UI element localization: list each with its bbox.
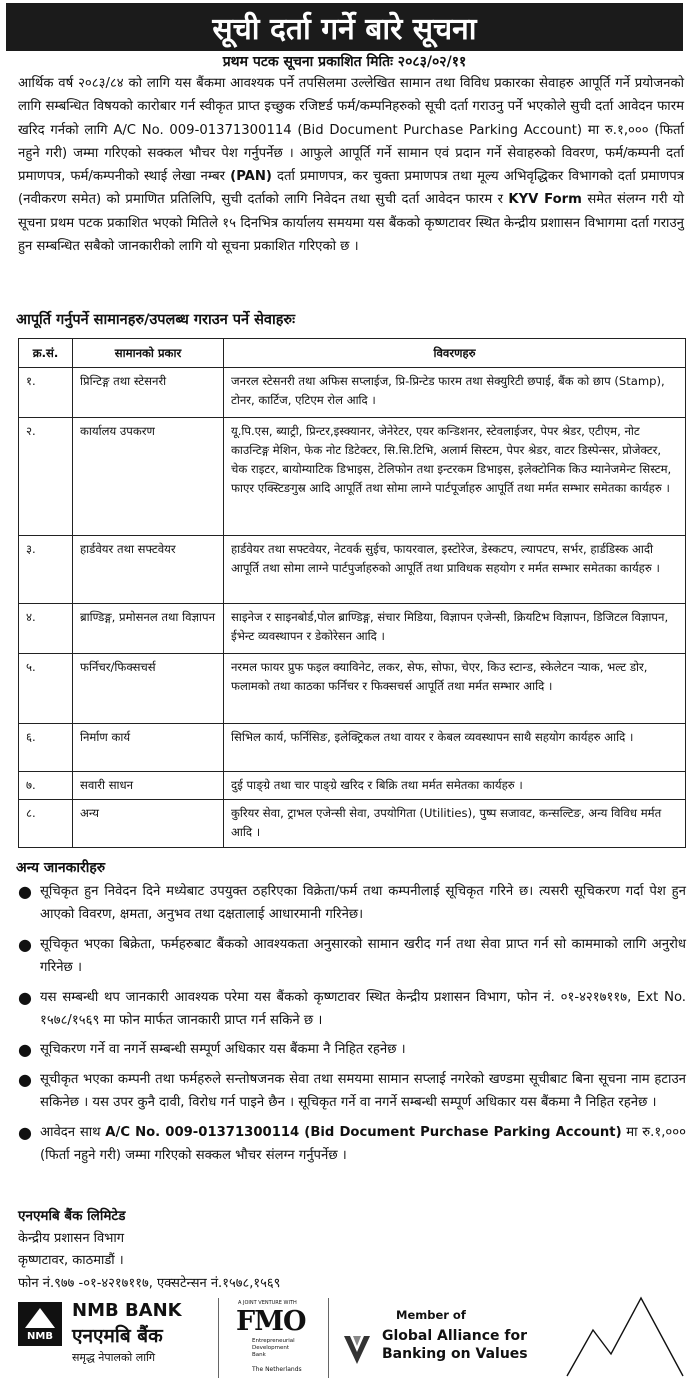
note-account: A/C No. 009-01371300114 (Bid Document Purchase Parking Account)	[105, 1124, 622, 1140]
row-type: प्रिन्टिङ्ग तथा स्टेसनरी	[73, 368, 224, 418]
row-type: ब्राण्डिङ्ग, प्रमोसनल तथा विज्ञापन	[73, 604, 224, 654]
table-row	[19, 724, 686, 772]
row-sn: ५.	[19, 654, 73, 724]
note-text: सूचिकरण गर्ने वा नगर्ने सम्बन्धी सम्पूर्ण अधिकार यस बैंकमा नै निहित रहनेछ ।	[40, 1042, 406, 1058]
intro-pan: (PAN)	[230, 169, 272, 185]
mountain-graphic-icon	[565, 1292, 685, 1377]
intro-part2: दर्ता प्रमाणपत्र, कर चुक्ता प्रमाणपत्र तथा मूल्य अभिवृद्धिकर विभागको दर्ता प्रमाणपत्र (नवीकरण समेत) को प्रमाणित प्रतिलिपि, सुची दर्ताको लागि निवेदन तथा सुची दर्ता आवेदन फारम र	[18, 169, 684, 208]
row-details: दुई पाङ्ग्रे तथा चार पाङ्ग्रे खरिद र बिक्रि तथा मर्मत समेतका कार्यहरु ।	[224, 772, 686, 800]
note-suffix: मा रु.१,००० (फिर्ता नहुने गरी) जम्मा गरिएको सक्कल भौचर संलग्न गर्नुपर्नेछ ।	[40, 1124, 686, 1164]
signature-block	[18, 1205, 280, 1295]
intro-paragraph	[18, 72, 684, 258]
bullet-icon: ●	[18, 1069, 32, 1089]
row-details: हार्डवेयर तथा सफ्टवेयर, नेटवर्क सुईच, फायरवाल, इस्टोरेज, डेस्कटप, ल्यापटप, सर्भर, हार्डडिस्क आदी आपूर्ति तथा सोमा लाग्ने पार्टपुर्जाहरुको आपूर्ति तथा प्राविधक सहयोग र मर्मत सम्भार समेतका कार्यहरु ।	[224, 536, 686, 604]
note-text: सूचीकृत भएका कम्पनी तथा फर्महरुले सन्तोषजनक सेवा तथा समयमा सामान सप्लाई नगरेको खण्डमा सूचीबाट बिना सूचना नाम हटाउन सकिनेछ । यस उपर कुनै दावी, विरोध गर्न पाइने छैन । सूचिकृत गर्ने वा नगर्ने सम्बन्धी सम्पूर्ण अधिकार यस बैंकमा नै निहित रहनेछ ।	[40, 1071, 686, 1111]
nmb-tagline: समृद्ध नेपालको लागि	[72, 1351, 156, 1364]
published-date: प्रथम पटक सूचना प्रकाशित मितिः २०८३/०२/११	[222, 54, 467, 70]
member-of-label: Member of	[396, 1308, 466, 1322]
header-sn: क्र.सं.	[19, 339, 73, 368]
row-type: कार्यालय उपकरण	[73, 418, 224, 536]
table-row	[19, 800, 686, 848]
row-sn: ८.	[19, 800, 73, 848]
gabv-name-line1: Global Alliance for	[382, 1328, 527, 1344]
nmb-logo-icon	[18, 1302, 62, 1346]
table-row	[19, 604, 686, 654]
other-info-heading: अन्य जानकारीहरु	[16, 860, 106, 876]
row-sn: ६.	[19, 724, 73, 772]
list-item	[16, 986, 686, 1033]
divider	[218, 1298, 219, 1378]
row-details: साइनेज र साइनबोर्ड,पोल ब्राण्डिङ्ग, संचार मिडिया, विज्ञापन एजेन्सी, क्रियटिभ विज्ञापन, डिजिटल विज्ञापन, ईभेन्ट व्यवस्थापन र डेकोरेसन आदि ।	[224, 604, 686, 654]
table-row	[19, 368, 686, 418]
fmo-logo: FMO	[236, 1306, 306, 1337]
table-row	[19, 418, 686, 536]
list-item	[16, 1038, 686, 1061]
row-details: यू.पि.एस, ब्याट्री, प्रिन्टर,इस्क्यानर, जेनेरेटर, एयर कन्डिशनर, स्टेवलाईजर, पेपर श्रेडर, एटीएम, नोट काउन्टिङ्ग मेशिन, फेक नोट डिटेक्टर, सि.सि.टिभि, अलार्म सिस्टम, पेपर श्रेडर, वाटर डिस्पेन्सर, प्रोजेक्टर, चेक राइटर, बायोम्याटिक डिभाइस, टेलिफोन तथा इन्टरकम डिभाइस, इलेक्टोनिक किउ म्यानेजमेन्ट सिस्टम, फाएर एक्स्टिङगुस्र आदि आपूर्ति तथा सोमा लाग्ने पार्टपूर्जाहरु आपूर्ति तथा मर्मत सम्भार समेतका कार्यहरु ।	[224, 418, 686, 536]
row-sn: ७.	[19, 772, 73, 800]
signature-address: कृष्णटावर, काठमाडौं ।	[18, 1253, 124, 1268]
signature-bank: एनएमबि बैंक लिमिटेड	[18, 1208, 126, 1224]
nmb-bank-name-np: एनएमबि बैंक	[72, 1325, 163, 1347]
table-row	[19, 654, 686, 724]
intro-part3: समेत संलग्न गरी यो सूचना प्रथम पटक प्रकाशित भएको मितिले १५ दिनभित्र कार्यालय समयमा यस बैंकको कृष्णटावर स्थित केन्द्रीय प्रशाासन विभागमा दर्ता गराउनु हुन सम्बन्धित सबैको जानकारीको लागि यो सूचना प्रकाशित गरिएको छ ।	[18, 192, 684, 255]
table-row	[19, 772, 686, 800]
gabv-name-line2: Banking on Values	[382, 1346, 528, 1362]
items-table	[18, 338, 686, 848]
note-text: सूचिकृत भएका बिक्रेता, फर्महरुबाट बैंकको आवश्यकता अनुसारको सामान खरीद गर्न तथा सेवा प्राप्त गर्न सो काममाको लागि अनुरोध गरिनेछ ।	[40, 936, 686, 976]
row-type: सवारी साधन	[73, 772, 224, 800]
nmb-bank-name-en: NMB BANK	[72, 1300, 182, 1321]
row-sn: ४.	[19, 604, 73, 654]
divider	[328, 1298, 329, 1378]
table-header-row	[19, 339, 686, 368]
intro-kyv-form: KYV Form	[508, 192, 582, 208]
row-type: फर्निचर/फिक्सचर्स	[73, 654, 224, 724]
row-details: जनरल स्टेसनरी तथा अफिस सप्लाईज, प्रि-प्रिन्टेड फारम तथा सेक्युरिटी छपाई, बैंक को छाप (Stamp), टोनर, कार्टिज, एटिएम रोल आदि ।	[224, 368, 686, 418]
table-row	[19, 536, 686, 604]
row-type: अन्य	[73, 800, 224, 848]
row-details: कुरियर सेवा, ट्राभल एजेन्सी सेवा, उपयोगिता (Utilities), पुष्प सजावट, कन्सल्टिङ, अन्य विविध मर्मत आदि ।	[224, 800, 686, 848]
notes-list	[16, 880, 686, 1173]
gabv-logo-icon	[342, 1332, 372, 1373]
row-type: निर्माण कार्य	[73, 724, 224, 772]
note-text: सूचिकृत हुन निवेदन दिने मध्येबाट उपयुक्त ठहरिएका विक्रेता/फर्म तथा कम्पनीलाई सूचिकृत गरिने छ। त्यसरी सूचिकरण गर्दा पेश हुन आएको विवरण, क्षमता, अनुभव तथा दक्षतालाई आधारमानी गरिनेछ।	[40, 884, 686, 923]
header-type: सामानको प्रकार	[73, 339, 224, 368]
row-details: नरमल फायर प्रुफ फइल क्याविनेट, लकर, सेफ, सोफा, चेएर, किउ स्टान्ड, स्केलेटन र्‍याक, भल्ट डोर, फलामको तथा काठका फर्निचर र फिक्सचर्स आपूर्ति तथा मर्मत सम्भार आदि ।	[224, 654, 686, 724]
row-type: हार्डवेयर तथा सफ्टवेयर	[73, 536, 224, 604]
bullet-icon: ●	[18, 1040, 32, 1060]
nmb-logo-text: NMB	[27, 1331, 53, 1342]
row-sn: ३.	[19, 536, 73, 604]
row-sn: १.	[19, 368, 73, 418]
list-item	[16, 880, 686, 927]
header-details: विवरणहरु	[224, 339, 686, 368]
notice-title: सूची दर्ता गर्ने बारे सूचना	[6, 3, 683, 51]
note-prefix: आवेदन साथ	[40, 1124, 101, 1140]
bullet-icon: ●	[18, 1122, 32, 1142]
bullet-icon: ●	[18, 987, 32, 1007]
fmo-subtitle: Entrepreneurial Development Bank	[252, 1338, 295, 1358]
row-details: सिभिल कार्य, फर्निसिङ, इलेक्ट्रिकल तथा वायर र केबल व्यवस्थापन साथै सहयोग कार्यहरु आदि ।	[224, 724, 686, 772]
fmo-country: The Netherlands	[252, 1366, 302, 1373]
list-item	[16, 1121, 686, 1168]
bullet-icon: ●	[18, 934, 32, 954]
row-sn: २.	[19, 418, 73, 536]
signature-department: केन्द्रीय प्रशासन विभाग	[18, 1230, 125, 1246]
list-item	[16, 933, 686, 980]
items-heading: आपूर्ति गर्नुपर्ने सामानहरु/उपलब्ध गराउन पर्ने सेवाहरुः	[16, 312, 296, 328]
list-item	[16, 1068, 686, 1115]
bullet-icon: ●	[18, 882, 32, 901]
signature-phone: फोन नं.९७७ -०१-४२१७११७, एक्सटेन्सन नं.१५७८,१५६९	[18, 1275, 281, 1291]
fmo-joint-venture: A JOINT VENTURE WITH	[238, 1300, 297, 1306]
intro-part1: आर्थिक वर्ष २०८३/८४ को लागि यस बैंकमा आवश्यक पर्ने तपसिलमा उल्लेखित सामान तथा विविध प्रकारका सेवाहरु आपूर्ति गर्ने प्रयोजनको लागि सम्बन्धित विषयको कारोबार गर्न स्वीकृत प्राप्त इच्छुक रजिष्टर्ड फर्म/कम्पनिहरुको सूची दर्ता गराउनु पर्ने भएकोले सुची दर्ता आवेदन फारम खरिद गर्नको लागि A/C No. 009-01371300114 (Bid Document Purchase Parking Account) मा रु.१,००० (फिर्ता नहुने गरी) जम्मा गरिएको सक्कल भौचर पेश गर्नुपर्नेछ । आफुले आपूर्ति गर्ने सामान एवं प्रदान गर्ने सेवाहरुको विवरण, फर्म/कम्पनी दर्ता प्रमाणपत्र, फर्म/कम्पनीको स्थाई लेखा नम्बर	[18, 76, 684, 185]
footer-logos	[0, 1290, 689, 1385]
note-text: यस सम्बन्धी थप जानकारी आवश्यक परेमा यस बैंकको कृष्णटावर स्थित केन्द्रीय प्रशासन विभाग, फोन नं. ०१-४२१७११७, Ext No. १५७८/१५६९ मा फोन मार्फत जानकारी प्राप्त गर्न सकिने छ ।	[40, 989, 686, 1029]
